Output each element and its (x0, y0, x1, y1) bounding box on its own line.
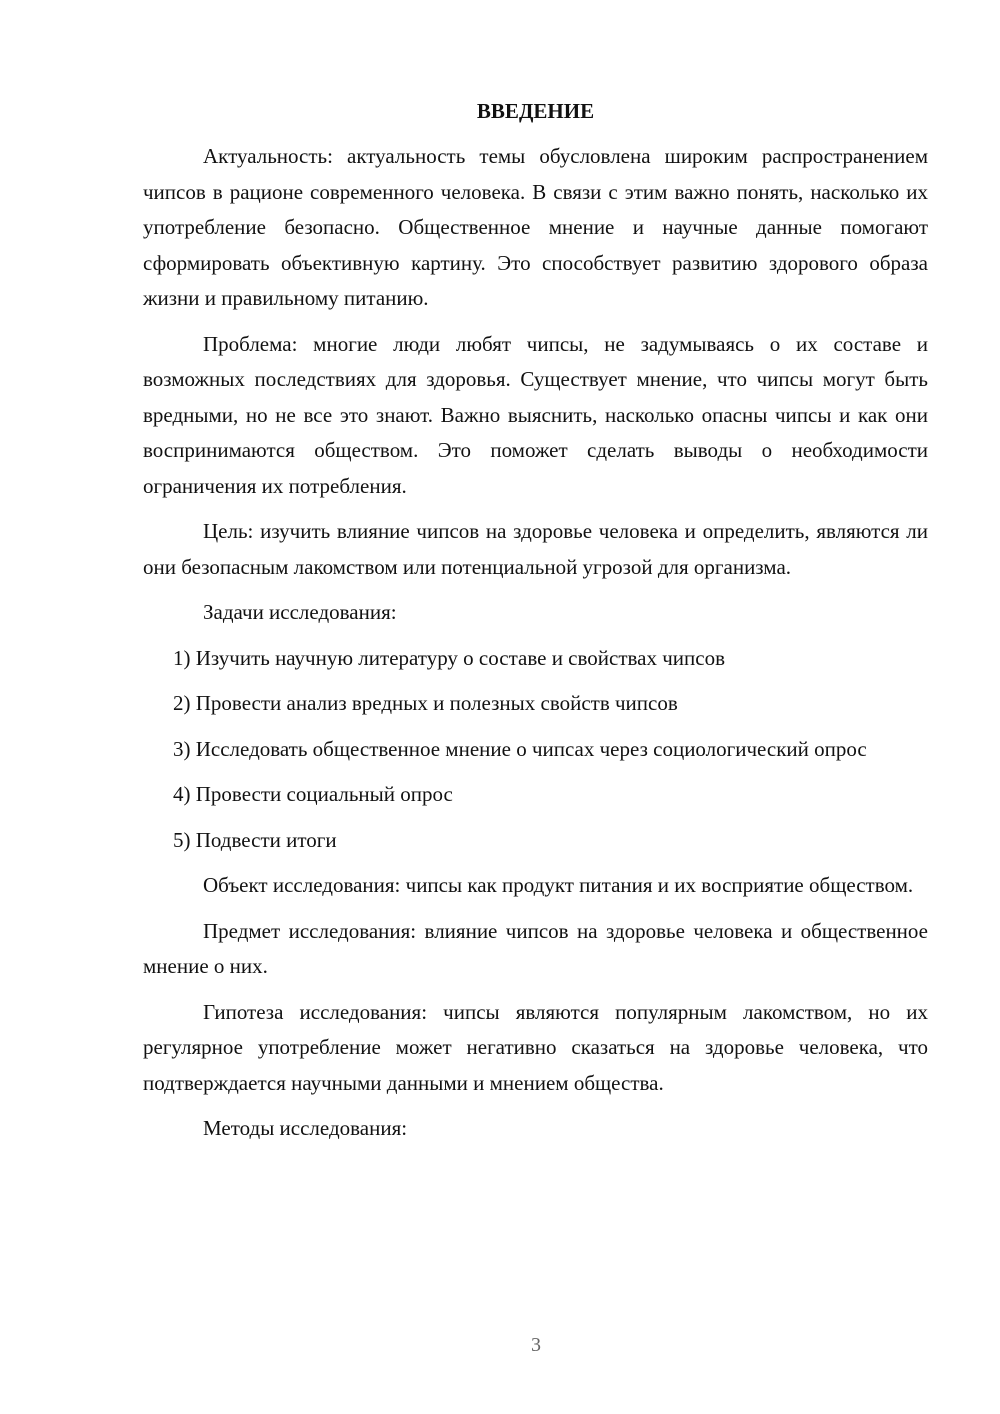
paragraph-relevance: Актуальность: актуальность темы обусловлена широким распространением чипсов в рационе современного человека. В связи с этим важно понять, насколько их употребление безопасно. Общественное мнение и научные данные помогают сформировать объективную картину. Это способствует развитию здорового образа жизни и правильному питанию. (143, 144, 928, 310)
paragraph-tasks-heading: Задачи исследования: (203, 600, 397, 624)
paragraph-object: Объект исследования: чипсы как продукт питания и их восприятие обществом. (203, 873, 914, 897)
page-number: 3 (531, 1334, 541, 1356)
task-item-4: 4) Провести социальный опрос (173, 782, 453, 806)
paragraph-methods: Методы исследования: (203, 1116, 408, 1140)
paragraph-subject: Предмет исследования: влияние чипсов на здоровье человека и общественное мнение о них. (143, 918, 928, 978)
task-item-3: 3) Исследовать общественное мнение о чипсах через социологический опрос (173, 736, 867, 761)
paragraph-goal: Цель: изучить влияние чипсов на здоровье человека и определить, являются ли они безопасным лакомством или потенциальной угрозой для организма. (143, 519, 928, 579)
document-page (143, 96, 928, 1157)
paragraph-hypothesis: Гипотеза исследования: чипсы являются популярным лакомством, но их регулярное употребление может негативно сказаться на здоровье человека, что подтверждается научными данными и мнением общества. (143, 999, 928, 1095)
task-item-2: 2) Провести анализ вредных и полезных свойств чипсов (173, 691, 678, 715)
paragraph-problem: Проблема: многие люди любят чипсы, не задумываясь о их составе и возможных последствиях для здоровья. Существует мнение, что чипсы могут быть вредными, но не все это знают. Важно выяснить, насколько опасны чипсы и как они воспринимаются обществом. Это поможет сделать выводы о необходимости ограничения их потребления. (143, 331, 928, 498)
task-item-5: 5) Подвести итоги (173, 827, 337, 852)
task-item-1: 1) Изучить научную литературу о составе и свойствах чипсов (173, 645, 725, 670)
page-title: ВВЕДЕНИЕ (476, 99, 595, 123)
